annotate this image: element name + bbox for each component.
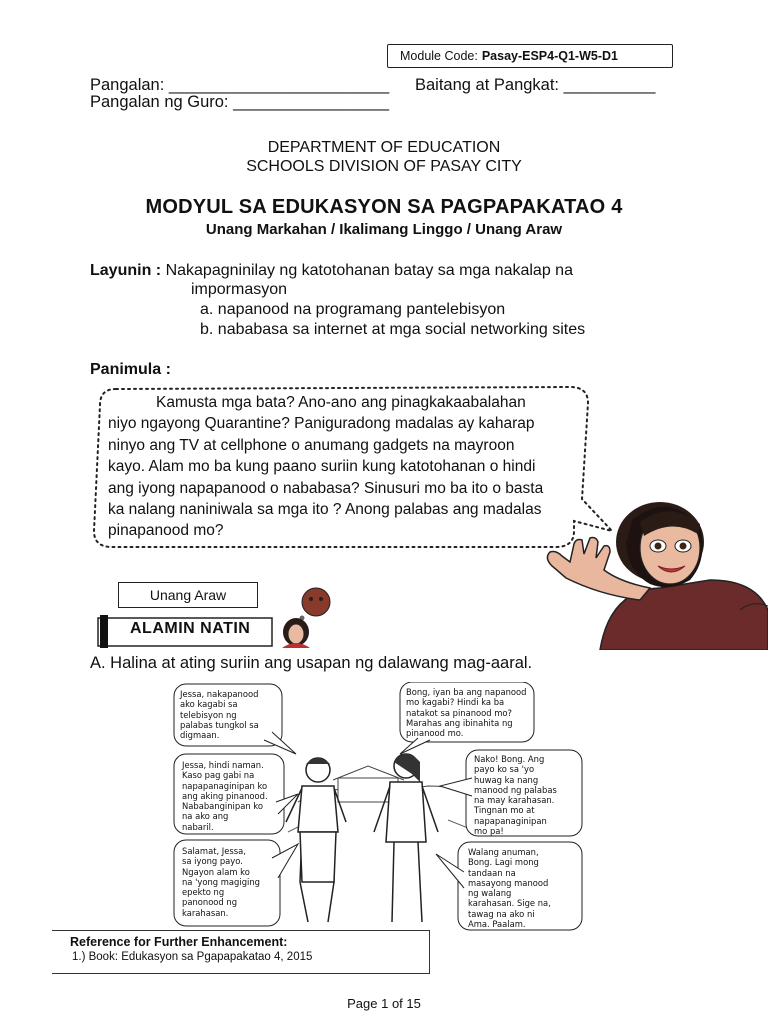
speech-line: ang aking pinanood.	[182, 790, 268, 801]
speech-line: Ama. Paalam.	[468, 919, 526, 930]
speech-line: palabas tungkol sa	[180, 719, 259, 730]
layunin-label: Layunin :	[90, 262, 162, 279]
speech-line: na 'yong magiging	[182, 876, 260, 887]
panimula-line: Kamusta mga bata? Ano-ano ang pinagkakaabalahan	[156, 394, 526, 411]
speech-line: napapanaginipan	[474, 815, 547, 826]
module-code-label: Module Code:	[400, 49, 478, 63]
speech-line: Jessa, nakapanood	[180, 689, 259, 699]
speech-right-2	[474, 754, 557, 836]
layunin-item-b: b. nababasa sa internet at mga social networking sites	[200, 321, 586, 338]
name-line: Pangalan: ________________________	[90, 76, 390, 94]
speech-line: payo ko sa 'yo	[474, 764, 535, 775]
speech-line: masayong manood	[468, 877, 549, 888]
speech-line: tawag na ako ni	[468, 908, 535, 919]
speech-line: Walang anuman,	[468, 847, 539, 857]
speech-line: huwag ka nang	[474, 774, 539, 785]
speech-left-3	[182, 846, 260, 918]
layunin-item-a: a. napanood na programang pantelebisyon	[200, 301, 506, 318]
speech-line: Nako! Bong. Ang	[474, 754, 545, 764]
speech-line: karahasan. Sige na,	[468, 898, 551, 909]
speech-right-3	[468, 847, 551, 929]
speech-left-1	[180, 689, 259, 740]
thinking-girl-icon	[278, 584, 338, 648]
panimula-line: ang iyong napapanood o nababasa? Sinusuri mo ba ito o basta	[108, 479, 544, 497]
speech-line: karahasan.	[182, 907, 229, 918]
speech-line: telebisyon ng	[180, 709, 237, 720]
speech-line: sa iyong payo.	[182, 856, 243, 867]
reference-title: Reference for Further Enhancement:	[70, 935, 288, 949]
page-number: Page 1 of 15	[347, 996, 421, 1011]
agency-line-2: SCHOOLS DIVISION OF PASAY CITY	[246, 158, 522, 175]
speech-line: digmaan.	[180, 730, 220, 741]
alamin-natin-label: ALAMIN NATIN	[130, 620, 251, 637]
speech-line: mo pa!	[474, 826, 504, 837]
layunin-text-1: Nakapagninilay ng katotohanan batay sa mga nakalap na	[165, 262, 573, 279]
instruction-text: A. Halina at ating suriin ang usapan ng dalawang mag-aaral.	[90, 654, 533, 672]
panimula-line: ka nalang naniniwala sa mga ito ? Anong palabas ang madalas	[108, 501, 542, 519]
panimula-line: ninyo ang TV at cellphone o anumang gadgets na mayroon	[108, 436, 515, 454]
speech-right-1	[406, 687, 527, 738]
speech-line: mo kagabi? Hindi ka ba	[406, 697, 505, 708]
speech-line: Salamat, Jessa,	[182, 846, 246, 856]
speech-line: natakot sa pinanood mo?	[406, 707, 512, 718]
speech-line: Nababanginipan ko	[182, 801, 263, 812]
speech-line: na may karahasan.	[474, 795, 555, 806]
speech-line: Jessa, hindi naman.	[182, 760, 264, 770]
speech-line: ako kagabi sa	[180, 699, 238, 710]
unang-araw-box: Unang Araw	[118, 582, 258, 608]
panimula-paragraph	[108, 392, 603, 542]
speech-line: napapanaginipan ko	[182, 780, 268, 791]
speech-line: Kaso pag gabi na	[182, 770, 255, 781]
speech-line: epekto ng	[182, 887, 225, 898]
layunin-text-2: impormasyon	[191, 281, 288, 298]
panimula-line: kayo. Alam mo ba kung paano suriin kung katotohanan o hindi	[108, 458, 536, 476]
speech-line: Bong, iyan ba ang napanood	[406, 687, 527, 697]
teacher-line: Pangalan ng Guro: _________________	[90, 93, 390, 111]
module-code-box	[387, 44, 673, 68]
speech-line: tandaan na	[468, 867, 516, 878]
module-code-value: Pasay-ESP4-Q1-W5-D1	[481, 49, 618, 63]
panimula-line: niyo ngayong Quarantine? Paniguradong madalas ay kaharap	[108, 415, 535, 433]
module-subtitle: Unang Markahan / Ikalimang Linggo / Unang Araw	[205, 221, 563, 238]
grade-section-line: Baitang at Pangkat: __________	[415, 76, 656, 94]
speech-line: Tingnan mo at	[474, 805, 535, 816]
speech-line: pinanood mo.	[406, 728, 464, 739]
speech-line: ng walang	[468, 888, 512, 899]
speech-line: panonood ng	[182, 897, 238, 908]
reference-item: 1.) Book: Edukasyon sa Pgapapakatao 4, 2015	[72, 951, 313, 963]
speech-line: na ako ang	[182, 811, 229, 822]
speech-left-2	[182, 760, 268, 832]
panimula-label: Panimula :	[90, 361, 171, 378]
module-title: MODYUL SA EDUKASYON SA PAGPAPAKATAO 4	[145, 196, 623, 218]
speech-line: manood ng palabas	[474, 784, 557, 795]
speech-line: Marahas ang ibinahita ng	[406, 717, 513, 728]
speech-line: nabaril.	[182, 821, 214, 832]
agency-line-1: DEPARTMENT OF EDUCATION	[267, 139, 501, 156]
layunin-row	[90, 262, 573, 280]
teacher-illustration	[540, 480, 768, 650]
panimula-line: pinapanood mo?	[108, 522, 224, 540]
speech-line: Bong. Lagi mong	[468, 857, 539, 868]
speech-line: Ngayon alam ko	[182, 866, 250, 877]
